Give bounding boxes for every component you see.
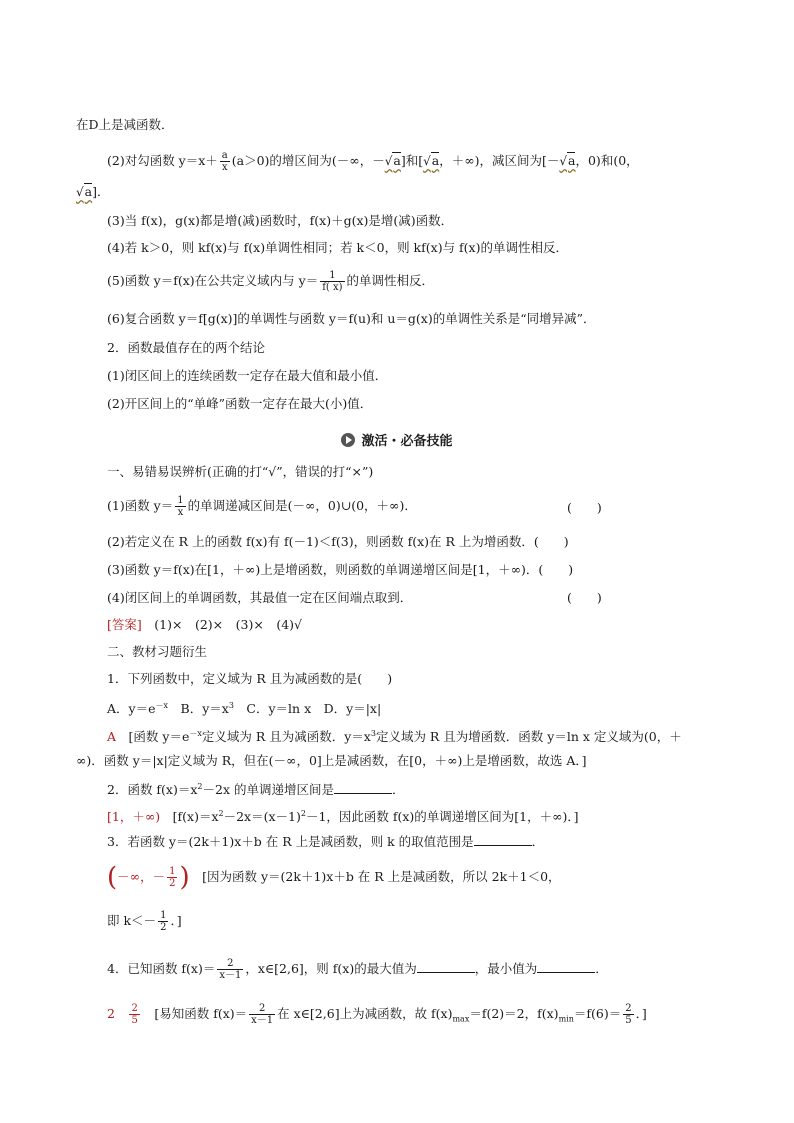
exercise-2-solution — [107, 806, 579, 825]
subscript: max — [452, 1014, 470, 1024]
fraction — [175, 495, 185, 518]
question-2: (2)若定义在 R 上的函数 f(x)有 f(－1)＜f(3)，则函数 f(x)在 R 上为增函数．( ) — [107, 534, 569, 549]
text: －2x 的单调递增区间是 — [202, 782, 334, 798]
section-header — [0, 430, 794, 449]
text: [函数 y＝e — [128, 729, 190, 745]
text: (1)函数 y＝ — [107, 498, 174, 513]
question-4-paren: ( ) — [567, 590, 602, 605]
superscript: 3 — [228, 701, 234, 710]
denominator: 5 — [131, 1015, 138, 1026]
question-1 — [107, 495, 417, 518]
superscript: 2 — [218, 809, 224, 818]
numerator: 2 — [625, 1003, 632, 1014]
denominator: 2 — [160, 922, 167, 933]
text: ]和[ — [400, 153, 424, 168]
text: B．y＝x — [168, 701, 229, 717]
numerator: 1 — [160, 910, 167, 921]
text: ，最小值为 — [474, 961, 538, 976]
text: ． — [391, 782, 405, 798]
line-composite-function: (6)复合函数 y＝f[g(x)]的单调性与函数 y＝f(u)和 u＝g(x)的单调性关系是“同增异减”． — [107, 311, 596, 326]
answer-blank — [334, 781, 392, 794]
subscript: min — [558, 1014, 574, 1024]
line-extrema-title: 2．函数最值存在的两个结论 — [107, 340, 265, 355]
text: －2x＝(x－1) — [223, 809, 301, 825]
numerator: 1 — [169, 866, 176, 877]
text: [易知函数 f(x)＝ — [154, 1006, 248, 1021]
exercise-1-solution-cont: ∞)．函数 y＝|x|定义域为 R，但在(－∞，0]上是减函数，在[0，＋∞)上是增函数，故选 A．] — [76, 753, 587, 768]
sqrt-expression: √a — [559, 153, 576, 168]
text: 4．已知函数 f(x)＝ — [107, 961, 216, 976]
text: ． — [531, 834, 545, 849]
text: ]． — [92, 184, 110, 199]
radicand: a — [568, 153, 576, 168]
text: 2．函数 f(x)＝x — [107, 782, 198, 798]
section-header-text: 激活・必备技能 — [361, 434, 453, 449]
superscript: 2 — [197, 782, 203, 791]
line-sum-monotonic: (3)当 f(x)，g(x)都是增(减)函数时，f(x)＋g(x)是增(减)函数． — [107, 213, 454, 228]
text: 在 x∈[2,6]上为减函数，故 f(x) — [277, 1006, 453, 1021]
text: C．y＝ln x D．y＝|x| — [233, 701, 382, 717]
text: ．] — [635, 1006, 647, 1021]
text: －∞，－ — [117, 869, 166, 884]
answer-value: [1，＋∞) — [107, 809, 161, 825]
answer-label: [答案] — [107, 617, 142, 632]
denominator: f( x) — [322, 282, 343, 293]
answers-line — [107, 617, 302, 633]
text: [因为函数 y＝(2k＋1)x＋b 在 R 上是减函数，所以 2k＋1＜0， — [202, 869, 561, 884]
text: ，x∈[2,6]，则 f(x)的最大值为 — [245, 961, 417, 976]
denominator: 5 — [625, 1015, 632, 1026]
exercise-1: 1．下列函数中，定义域为 R 且为减函数的是( ) — [107, 671, 393, 686]
answer-interval: (－∞，－ $\frac{1}{2}$ ) — [107, 862, 190, 893]
exercise-3-solution-cont — [107, 910, 182, 933]
superscript: －x — [189, 729, 202, 738]
text: 定义域为 R 且为增函数．函数 y＝ln x 定义域为(0，＋ — [375, 729, 682, 745]
numerator: 1 — [329, 270, 336, 281]
numerator: 1 — [177, 495, 184, 506]
text: 即 k＜－ — [107, 913, 157, 928]
text: (5)函数 y＝f(x)在公共定义域内与 y＝ — [107, 273, 319, 288]
sqrt-expression: √a — [423, 153, 440, 168]
fraction — [167, 866, 177, 889]
answer-max: 2 — [107, 1006, 115, 1021]
line-closed-interval: (1)闭区间上的连续函数一定存在最大值和最小值． — [107, 368, 388, 383]
question-4: (4)闭区间上的单调函数，其最值一定在区间端点取到． — [107, 590, 413, 605]
answer-blank — [474, 833, 532, 846]
numerator: 2 — [131, 1003, 138, 1014]
fraction — [623, 1003, 633, 1026]
text: ． — [595, 961, 608, 976]
exercise-4-solution — [107, 1003, 647, 1028]
text: 的单调性相反． — [346, 273, 435, 288]
s2-title: 二、教材习题衍生 — [107, 644, 208, 659]
text: ，0)和(0， — [575, 153, 639, 168]
numerator: a — [221, 150, 228, 161]
fraction — [220, 150, 230, 173]
sqrt-expression: √a — [76, 184, 93, 199]
answer-text: (1)× (2)× (3)× (4)√ — [154, 617, 302, 632]
text: A．y＝e — [107, 701, 156, 717]
exercise-2 — [107, 779, 405, 798]
question-3: (3)函数 y＝f(x)在[1，＋∞)上是增函数，则函数的单调递增区间是[1，＋∞)．( ) — [107, 562, 574, 577]
text: ＝f(2)＝2，f(x) — [469, 1006, 559, 1021]
text: ，＋∞)，减区间为[－ — [439, 153, 560, 168]
text: (a＞0)的增区间为(－∞，－ — [231, 153, 385, 168]
text: (2)对勾函数 y＝x＋ — [107, 153, 218, 168]
numerator: 2 — [258, 1003, 266, 1014]
question-1-paren: ( ) — [567, 500, 602, 515]
line-reciprocal-monotonic — [107, 270, 434, 293]
fraction — [217, 958, 243, 981]
text: 的单调递减区间是(－∞，0)∪(0，＋∞)． — [187, 498, 417, 513]
radicand: a — [84, 184, 93, 199]
radicand: a — [393, 153, 401, 168]
answer-blank-max — [417, 960, 475, 973]
radicand: a — [431, 153, 440, 168]
line-kf-monotonic: (4)若 k＞0，则 kf(x)与 f(x)单调性相同；若 k＜0，则 kf(x)与 f(x)的单调性相反． — [107, 240, 568, 255]
denominator: x — [220, 161, 230, 173]
answer-min-fraction — [129, 1003, 139, 1026]
fraction — [158, 910, 168, 933]
sqrt-expression: √a — [384, 153, 401, 168]
fraction — [249, 1003, 275, 1026]
superscript: 3 — [370, 729, 376, 738]
answer-letter: A — [107, 729, 117, 745]
line-open-interval: (2)开区间上的“单峰”函数一定存在最大(小)值． — [107, 396, 373, 411]
answer-blank-min — [537, 960, 595, 973]
denominator: x－1 — [219, 970, 242, 981]
text: 定义域为 R 且为减函数．y＝x — [201, 729, 371, 745]
fraction — [320, 270, 344, 293]
exercise-3 — [107, 833, 544, 850]
s1-title: 一、易错易误辨析(正确的打“√”，错误的打“×”) — [107, 464, 374, 479]
denominator: 2 — [169, 878, 176, 889]
exercise-4 — [107, 958, 608, 981]
denominator: x — [175, 506, 185, 518]
play-circle-icon — [341, 433, 355, 447]
line-sqrt-a-end — [76, 184, 110, 200]
denominator: x－1 — [251, 1015, 274, 1026]
superscript: 2 — [300, 809, 306, 818]
text: －1，因此函数 f(x)的单调递增区间为[1，＋∞)．] — [305, 809, 579, 825]
line-hook-function — [107, 150, 639, 173]
numerator: 2 — [227, 958, 234, 969]
text: ．] — [170, 913, 182, 928]
superscript: －x — [155, 701, 169, 710]
exercise-3-solution — [107, 862, 561, 893]
text: [f(x)＝x — [172, 809, 219, 825]
exercise-1-solution — [107, 726, 682, 745]
exercise-1-options — [107, 698, 381, 717]
line-d-decreasing: 在D上是减函数． — [76, 117, 174, 132]
text: 3．若函数 y＝(2k＋1)x＋b 在 R 上是减函数，则 k 的取值范围是 — [107, 834, 474, 849]
text: ＝f(6)＝ — [573, 1006, 622, 1021]
